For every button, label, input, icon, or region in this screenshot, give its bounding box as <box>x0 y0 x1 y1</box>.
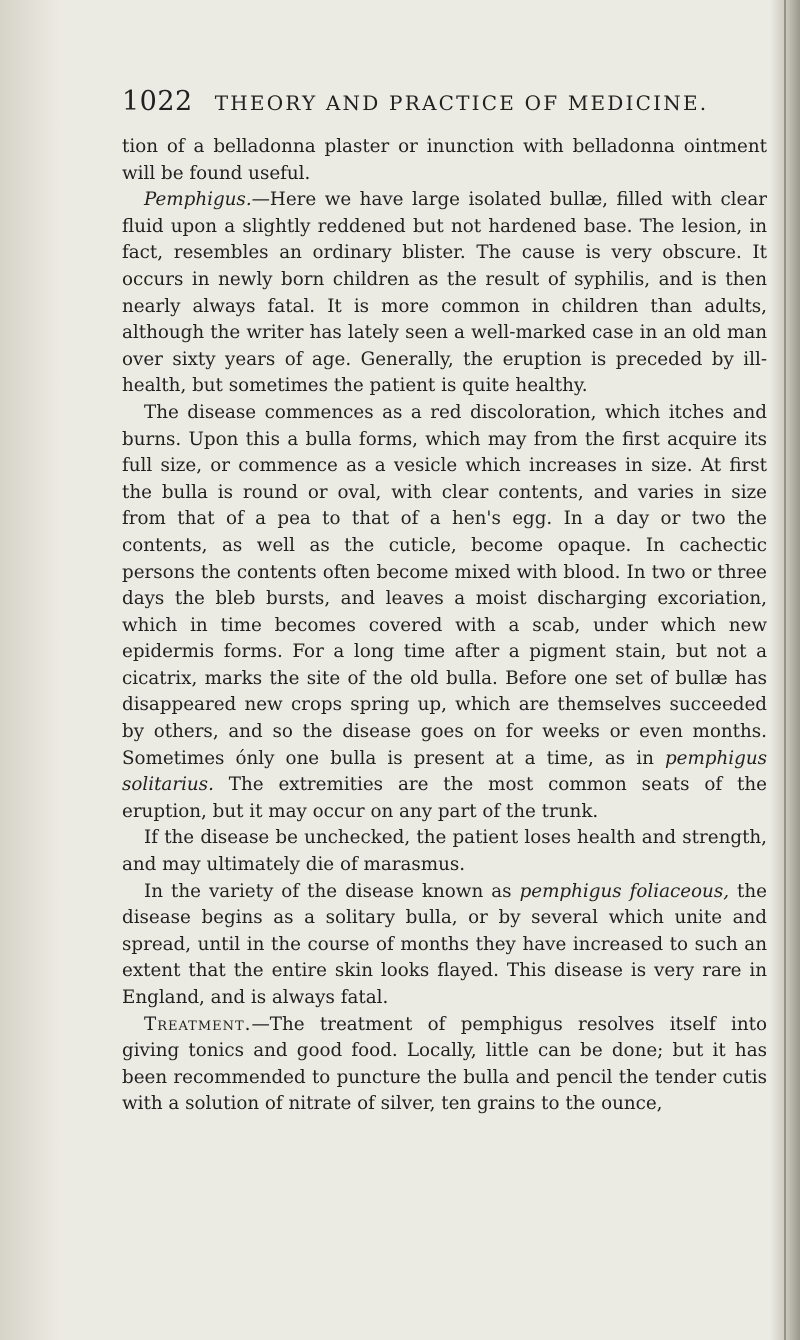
paragraph-text: —Here we have large isolated bullæ, filled with clear fluid upon a slightly reddened but not hardened base. The lesion, in fact, resembles an ordinary blister. The cause is very obscure. It occurs in newly born children as the result of syphilis, and is then nearly always fatal. It is more common in children than adults, although the writer has lately seen a well-marked case in an old man over sixty years of age. Generally, the eruption is preceded by ill-health, but sometimes the patient is quite healthy. <box>122 189 767 397</box>
paragraph-text: The extremities are the most common seats of the eruption, but it may occur on any part of the trunk. <box>122 774 767 822</box>
section-heading-pemphigus: Pemphigus. <box>144 189 252 211</box>
paragraph-text: If the disease be unchecked, the patient loses health and strength, and may ultimately die of marasmus. <box>122 827 767 876</box>
italic-term-pemphigus-foliaceous: pemphigus foliaceous, <box>519 880 730 902</box>
paragraph-unchecked <box>122 825 767 878</box>
paragraph-text: —The treatment of pemphigus resolves itself into giving tonics and good food. Locally, little can be done; but it has been recommended to puncture the bulla and pencil the tender cutis with a solution of nitrate of silver, ten grains to the ounce, <box>122 1013 767 1115</box>
paragraph-text: The disease commences as a red discoloration, which itches and burns. Upon this a bulla forms, which may from the first acquire its full size, or commence as a vesicle which increases in size. At first the bulla is round or oval, with clear contents, and varies in size from that of a pea to that of a hen's egg. In a day or two the contents, as well as the cuticle, become opaque. In cachectic persons the contents often become mixed with blood. In two or three days the bleb bursts, and leaves a moist discharging excoriation, which in time becomes covered with a scab, under which new epidermis forms. For a long time after a pigment stain, but not a cicatrix, marks the site of the old bulla. Before one set of bullæ has disappeared new crops spring up, which are themselves succeeded by others, and so the disease goes on for weeks or even months. Sometimes ónly one bulla is present at a time, as in <box>122 401 767 769</box>
italic-term-pemphigus-solitarius: pemphigus solitarius. <box>122 747 767 796</box>
page-content <box>122 86 767 1118</box>
running-title: THEORY AND PRACTICE OF MEDICINE. <box>214 91 709 115</box>
paragraph-pemphigus <box>122 187 767 400</box>
page-edge-line <box>784 0 786 1340</box>
paragraph-text: In the variety of the disease known as <box>144 880 520 902</box>
paragraph-disease-course <box>122 400 767 826</box>
paragraph-treatment <box>122 1012 767 1118</box>
running-head <box>122 86 767 124</box>
paragraph-text: tion of a belladonna plaster or inunction with belladonna ointment will be found useful. <box>122 136 767 184</box>
paragraph-text: the disease begins as a solitary bulla, or by several which unite and spread, until in the course of months they have increased to such an extent that the entire skin looks flayed. This disease is very rare in England, and is always fatal. <box>122 880 767 1008</box>
section-heading-treatment: Treatment. <box>144 1013 252 1035</box>
page-shadow-left <box>0 0 60 1340</box>
paragraph-foliaceous <box>122 879 767 1012</box>
paragraph-continuation <box>122 134 767 187</box>
page-number: 1022 <box>122 86 193 117</box>
